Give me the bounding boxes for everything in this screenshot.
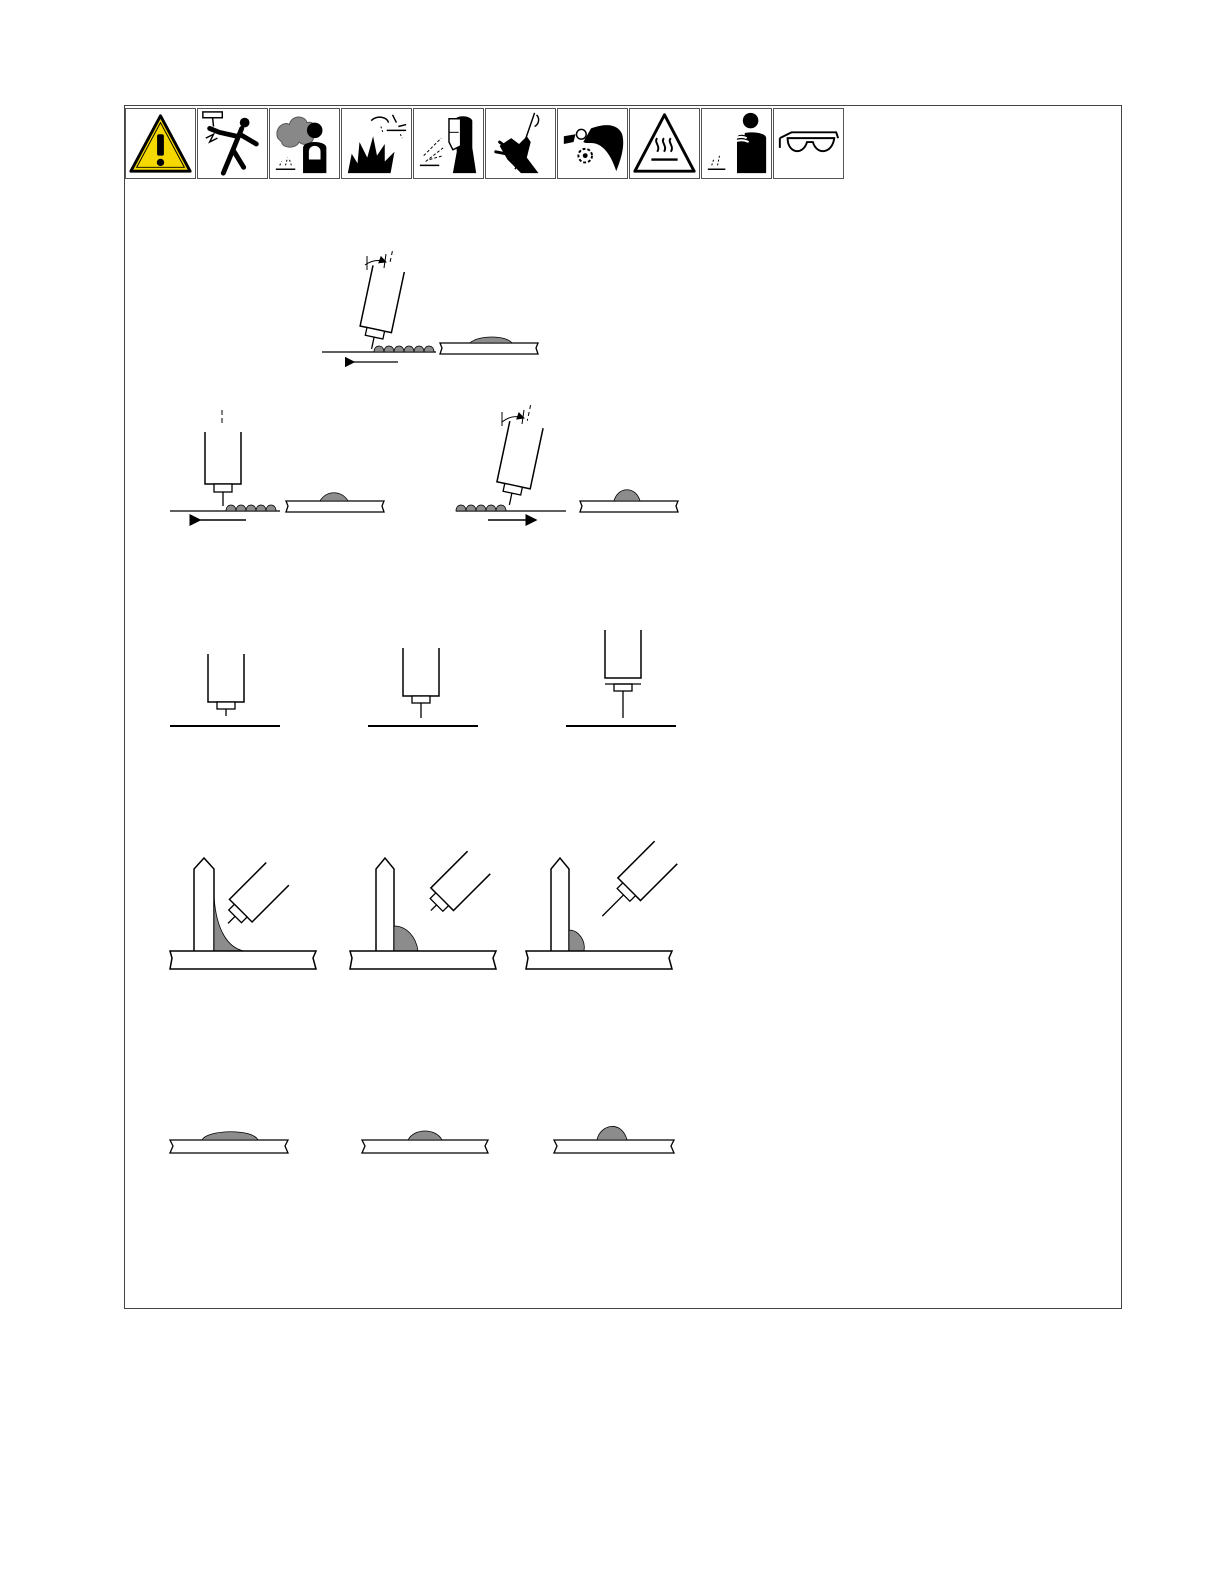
long-stickout-figure bbox=[566, 630, 676, 726]
bead-shape-narrow bbox=[554, 1126, 674, 1153]
bead-shape-medium bbox=[362, 1131, 488, 1153]
push-angle-torch-figure bbox=[456, 402, 678, 520]
medium-stickout-figure bbox=[368, 648, 478, 726]
fillet-weld-figure-2 bbox=[350, 851, 496, 969]
fillet-weld-figure-3 bbox=[526, 841, 677, 969]
fillet-weld-figure-1 bbox=[170, 858, 316, 969]
angle-torch-figure bbox=[322, 248, 538, 362]
perpendicular-torch-figure bbox=[170, 410, 384, 520]
short-stickout-figure bbox=[170, 654, 280, 726]
bead-shape-flat bbox=[170, 1132, 288, 1153]
